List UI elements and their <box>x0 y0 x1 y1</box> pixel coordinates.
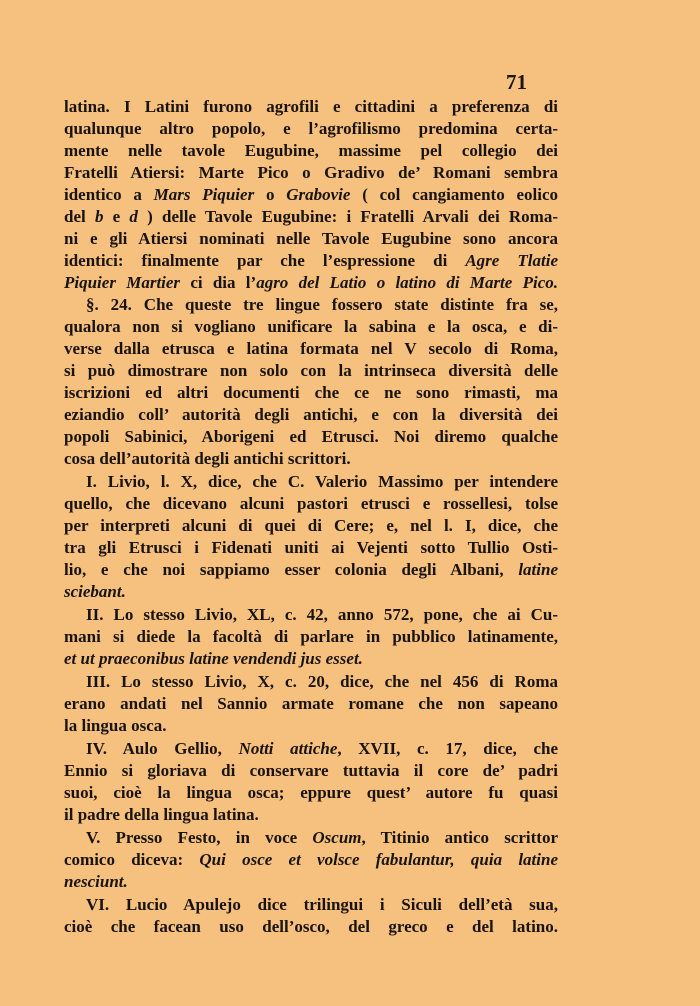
text-line: ni e gli Atiersi nominati nelle Tavole Eugubine sono ancora <box>64 229 558 248</box>
text-line: erano andati nel Sannio armate romane che non sapeano <box>64 694 558 713</box>
text-line <box>64 272 558 294</box>
text-line <box>64 250 558 272</box>
text-line <box>64 871 558 893</box>
text-line <box>64 849 558 871</box>
text-segment: ( col cangiamento eolico <box>350 185 558 204</box>
italic-text: Qui osce et volsce fabulantur, quia latine <box>199 850 558 869</box>
text-line <box>64 738 558 760</box>
text-segment: , Titinio antico scrittor <box>361 828 558 847</box>
text-line: II. Lo stesso Livio, XL, c. 42, anno 572, pone, che ai Cu- <box>86 605 558 624</box>
text-line: Fratelli Atiersi: Marte Pico o Gradivo de’ Romani sembra <box>64 163 558 182</box>
text-line: eziandio coll’ autorità degli antichi, e con la diversità dei <box>64 405 558 424</box>
text-line <box>64 206 558 228</box>
text-line: si può dimostrare non solo con la intrinseca diversità delle <box>64 361 558 380</box>
italic-text: nesciunt. <box>64 872 128 891</box>
italic-text: b <box>94 207 104 226</box>
italic-text: Piquier Martier <box>64 273 181 292</box>
text-line <box>64 827 558 849</box>
italic-text: Mars Piquier <box>153 185 255 204</box>
text-line: mani si diede la facoltà di parlare in pubblico latinamente, <box>64 627 558 646</box>
text-line: il padre della lingua latina. <box>64 805 259 824</box>
text-line <box>64 559 558 581</box>
text-line: latina. I Latini furono agrofili e cittadini a preferenza di <box>64 97 558 116</box>
text-line <box>64 581 558 603</box>
text-segment: e <box>103 207 130 226</box>
text-segment: identici: finalmente par che l’espressione di <box>64 251 466 270</box>
italic-text: Notti attiche <box>238 739 338 758</box>
text-line: I. Livio, l. X, dice, che C. Valerio Massimo per intendere <box>86 472 558 491</box>
text-segment: del <box>64 207 95 226</box>
text-segment: ci dia l’ <box>180 273 257 292</box>
text-line: suoi, cioè la lingua osca; eppure quest’ autore fu quasi <box>64 783 558 802</box>
text-segment: ) delle Tavole Eugubine: i Fratelli Arvali dei Roma- <box>137 207 558 226</box>
text-segment: o <box>254 185 287 204</box>
italic-text: Oscum <box>312 828 362 847</box>
page-number: 71 <box>506 70 527 94</box>
text-line <box>64 184 558 206</box>
text-line: iscrizioni ed altri documenti che ce ne sono rimasti, ma <box>64 383 558 402</box>
text-line: quello, che dicevano alcuni pastori etrusci e rossellesi, tolse <box>64 494 558 513</box>
text-segment: , XVII, c. 17, dice, che <box>337 739 558 758</box>
italic-text: et ut praeconibus latine vendendi jus esset. <box>64 649 363 668</box>
text-segment: IV. Aulo Gellio, <box>86 739 239 758</box>
text-line: tra gli Etrusci i Fidenati uniti ai Vejenti sotto Tullio Osti- <box>64 538 558 557</box>
body-text <box>64 96 558 938</box>
text-line: §. 24. Che queste tre lingue fossero state distinte fra se, <box>86 295 558 314</box>
text-segment: V. Presso Festo, in voce <box>86 828 313 847</box>
text-line: verse dalla etrusca e latina formata nel V secolo di Roma, <box>64 339 558 358</box>
text-line: III. Lo stesso Livio, X, c. 20, dice, che nel 456 di Roma <box>86 672 558 691</box>
italic-text: d <box>129 207 138 226</box>
text-line: la lingua osca. <box>64 716 167 735</box>
text-line: Ennio si gloriava di conservare tuttavia il core de’ padri <box>64 761 558 780</box>
text-line: cioè che facean uso dell’osco, del greco e del latino. <box>64 917 558 936</box>
text-segment: lio, e che noi sappiamo esser colonia degli Albani, <box>64 560 519 579</box>
text-line <box>64 648 558 670</box>
text-segment: comico diceva: <box>64 850 200 869</box>
text-line: qualora non si vogliano unificare la sabina e la osca, e di- <box>64 317 558 336</box>
italic-text: Agre Tlatie <box>465 251 558 270</box>
text-line: mente nelle tavole Eugubine, massime pel collegio dei <box>64 141 558 160</box>
italic-text: sciebant. <box>64 582 126 601</box>
text-line: qualunque altro popolo, e l’agrofilismo predomina certa- <box>64 119 558 138</box>
text-segment: identico a <box>64 185 154 204</box>
text-line: per interpreti alcuni di quei di Cere; e, nel l. I, dice, che <box>64 516 558 535</box>
italic-text: Grabovie <box>286 185 351 204</box>
italic-text: latine <box>518 560 558 579</box>
text-line: VI. Lucio Apulejo dice trilingui i Siculi dell’età sua, <box>86 895 558 914</box>
text-line: cosa dell’autorità degli antichi scrittori. <box>64 449 351 468</box>
text-line: popoli Sabinici, Aborigeni ed Etrusci. Noi diremo qualche <box>64 427 558 446</box>
italic-text: agro del Latio o latino di Marte Pico. <box>256 273 558 292</box>
